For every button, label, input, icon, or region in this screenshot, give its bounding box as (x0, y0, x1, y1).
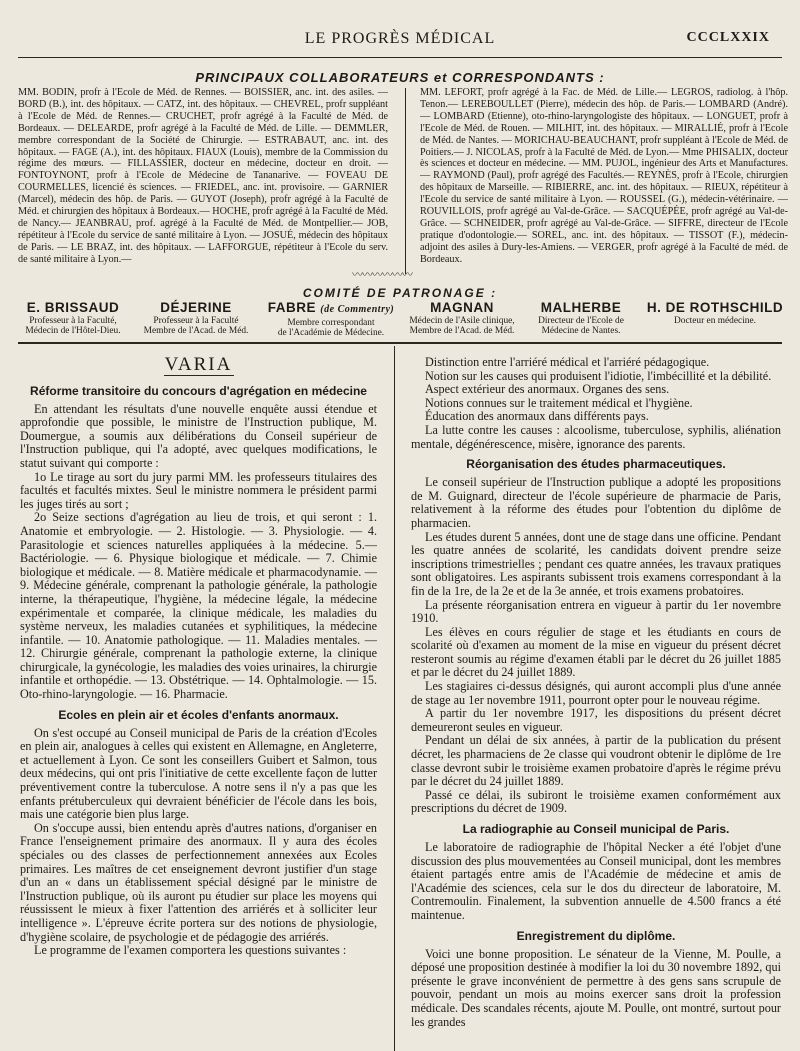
paragraph: Les élèves en cours régulier de stage et les étudiants en cours de scolarité où d'examen au moment de la mise en vigueur du présent décret resteront soumis au régime d'examen établi par le décret du 26 juillet 1885 et par le décret du 24 juillet 1889. (411, 624, 781, 680)
patron-title: Professeur à la Faculté (153, 316, 239, 326)
paragraph: Les études durent 5 années, dont une de stage dans une officine. Pendant les quatre années de scolarité, les candidats doivent prendre seize inscriptions trimestrielles ; pendant ces quatre années, les travaux pratiques sont obligatoires. Les aspirants subissent trois examens correspondant à la fin de la 1re, de la 2e et de la 3e année, et trois examens probatoires. (411, 529, 781, 598)
running-head (0, 30, 800, 56)
paragraph: On s'est occupé au Conseil municipal de Paris de la création d'Ecoles en plein air, analogues à celles qui existent en Allemagne, en Angleterre, et actuellement à Lyon. Ce sont les conseillers Guibert et Salmon, tous deux médecins, qui ont pris l'initiative de cette excellente façon de lutter préventivement contre la tuberculose. A notre sens il n'y a pas que les enfants prétuberculeux qui devraient bénéficier de l'école dans les bois, mais une catégorie bien plus large. (20, 725, 377, 822)
left-column (20, 356, 377, 958)
section-title: VARIA (20, 358, 377, 376)
comite-title: COMITÉ DE PATRONAGE : (302, 286, 498, 300)
comite-rule (18, 342, 782, 344)
collaborators-left-text: MM. BODIN, profr à l'Ecole de Méd. de Rennes. — BOISSIER, anc. int. des asiles. — BORD (B.), int. des hôpitaux. — CATZ, int. des hôpitaux. — CHEVREL, profr suppléant à l'Ecole de Méd. de Rennes.— CRUCHET, profr agrégé à la Faculté de Méd. de Bordeaux. — DELEARDE, profr agrégé à la Faculté de Méd. de Lille. — DEMMLER, membre correspondant de la Société de Chirurgie. — ESTRABAUT, anc. int. des hôpitaux. — FAGE (A.), int. des hôpitaux. FIAUX (Louis), membre de la Commission du régime des mœurs. — FILLASSIER, docteur en médecine, docteur en droit. — FONTOYNONT, profr à l'Ecole de Médecine de Tananarive. — FOVEAU DE COURMELLES, licencié ès sciences. — FRIEDEL, anc. int. provisoire. — GARNIER (Marcel), médecin des hôp. de Paris. — GUYOT (Joseph), profr agrégé à la Faculté de Méd. et chirurgien des hôpitaux à Bordeaux.— HOCHE, profr agrégé à la Faculté de Méd. de Nancy.— JEANBRAU, prof. agrégé à la Faculté de Méd. de Montpellier.— JOB, répétiteur à l'Ecole du service de santé militaire à Lyon. — JOSUÉ, médecin des hôpitaux de Paris. — LE BRAZ, int. des hôpitaux. — LAFFORGUE, répétiteur à l'Ecole du serv. de santé militaire à Lyon.— (18, 87, 388, 265)
patron-name (262, 300, 400, 318)
paragraph: On s'occupe aussi, bien entendu après d'autres nations, d'organiser en France l'enseignement primaire des anormaux. Il y aura des écoles spéciales ou des classes de perfectionnement annexées aux Ecoles primaires. Les maîtres de cet enseignement devront justifier d'un stage d'un an « dans un établissement spécial désigné par le ministre de l'Instruction publique, où ils auront pu étudier sur place les moyens qui réussissent le mieux à fixer l'attention des arriérés et à solliciter leur intelligence ». L'épreuve écrite portera sur des notions de physiologie, d'hygiène scolaire, de psychologie et de pédagogie des arriérés. (20, 820, 377, 944)
ornament-divider: 〰〰〰〰〰〰 (352, 268, 412, 281)
paragraph: Le conseil supérieur de l'Instruction publique a adopté les propositions de M. Guignard, directeur de l'école supérieure de pharmacie de Paris, relativement à la réforme des études pour l'obtention du diplôme de pharmacien. (411, 475, 781, 530)
collaborators-divider (405, 88, 406, 274)
paragraph: Le programme de l'examen comportera les questions suivantes : (34, 943, 347, 958)
paragraph: Aspect extérieur des anormaux. Organes des sens. (425, 382, 670, 397)
patron-name: DÉJERINE (160, 300, 232, 315)
patron-title: Membre correspondant (287, 318, 375, 328)
patron-fabre (262, 300, 400, 338)
collaborators-title: PRINCIPAUX COLLABORATEURS et CORRESPONDANTS : (195, 70, 605, 85)
patron-title: Professeur à la Faculté, (29, 316, 117, 326)
patron-name: E. BRISSAUD (26, 300, 120, 315)
article-heading: Enregistrement du diplôme. (516, 928, 676, 943)
patron-name-text: FABRE (267, 300, 317, 315)
patron-rothschild (640, 300, 790, 326)
article-heading: Réorganisation des études pharmaceutiques. (466, 457, 726, 472)
paragraph: Pendant un délai de six années, à partir de la publication du présent décret, les pharmaciens de 2e classe qui voudront obtenir le diplôme de 1re classe devront subir le troisième examen probatoire d'après le régime prévu par le décret du 24 juillet 1889. (411, 733, 781, 789)
patron-dejerine (132, 300, 260, 336)
paragraph: La lutte contre les causes : alcoolisme, tuberculose, syphilis, aliénation mentale, dégénérescence, misère, ignorance des parents. (411, 422, 781, 451)
paragraph: Passé ce délai, ils subiront le troisième examen conformément aux prescriptions du décret de 1909. (411, 787, 781, 816)
patron-name-suffix: (de Commentry) (320, 304, 395, 315)
paragraph: Les stagiaires ci-dessus désignés, qui auront accompli plus d'une année de stage au 1er novembre 1911, pourront opter pour le nouveau régime. (411, 679, 781, 707)
column-divider (394, 346, 395, 1051)
page-number: CCCLXXIX (686, 30, 770, 45)
right-column (411, 356, 781, 1029)
patron-title: Médecine de Nantes. (541, 326, 621, 336)
paragraph: En attendant les résultats d'une nouvelle enquête aussi étendue et approfondie que possible, le ministre de l'Instruction publique, M. Doumergue, a soumis aux délibérations du Conseil supérieur de l'Instruction publique, qui l'a adopté, avec quelques modifications, le statut suivant qui comporte : (20, 401, 377, 470)
paragraph: La présente réorganisation entrera en vigueur à partir du 1er novembre 1910. (411, 597, 781, 626)
patron-name: H. DE ROTHSCHILD (646, 300, 784, 315)
patron-name: MAGNAN (430, 300, 494, 315)
patron-title: de l'Académie de Médecine. (277, 328, 385, 338)
patron-title: Docteur en médecine. (674, 316, 756, 326)
article-heading: Réforme transitoire du concours d'agrégation en médecine (30, 383, 367, 398)
patron-magnan (402, 300, 522, 336)
article-heading: La radiographie au Conseil municipal de Paris. (462, 822, 730, 836)
patron-malherbe (526, 300, 636, 336)
paragraph: Notions connues sur le traitement médical et l'hygiène. (425, 395, 693, 410)
patron-title: Directeur de l'Ecole de (538, 316, 624, 326)
patron-title: Membre de l'Acad. de Méd. (409, 326, 515, 336)
paragraph: 2o Seize sections d'agrégation au lieu de trois, et qui seront : 1. Anatomie et embryologie. — 2. Histologie. — 3. Physiologie. — 4. Parasitologie et sciences naturelles appliquées à la médecine. 5.— Bactériologie. — 6. Physique biologique et médicale. — 7. Chimie biologique et médicale. — 8. Matière médicale et pharmacodynamie. — 9. Médecine générale, comprenant la pathologie générale, la pathologie interne, la thérapeutique, l'hygiène, la médecine légale, la médecine expérimentale et comparée, la clinique médicale, les maladies du système nerveux, les maladies cutanées et syphilitiques, la médecine infantile. — 10. Anatomie pathologique. — 11. Maladies mentales. — 12. Chirurgie générale, comprenant la pathologie externe, la clinique chirurgicale, la gynécologie, les maladies des voies urinaires, la chirurgie infantile et orthopédie. — 13. Obstétrique. — 14. Ophtalmologie. — 15. Oto-rhino-laryngologie. — 16. Pharmacie. (20, 510, 377, 702)
journal-title: LE PROGRÈS MÉDICAL (304, 30, 496, 47)
header-rule (18, 57, 782, 58)
paragraph: Voici une bonne proposition. Le sénateur de la Vienne, M. Poulle, a déposé une proposition destinée à modifier la loi du 30 novembre 1892, qui présente le grave inconvénient de permettre à des gens sans scrupule de pouvoir, pendant un mois au moins exercer sans droit la profession médicale. Des scandales récents, ajoute M. Poulle, ont montré, surtout pour les grandes (411, 946, 781, 1029)
patron-brissaud (14, 300, 132, 336)
patron-name: MALHERBE (540, 300, 622, 315)
paragraph: Notion sur les causes qui produisent l'idiotie, l'imbécillité et la débilité. (425, 368, 772, 383)
paragraph: Distinction entre l'arriéré médical et l'arriéré pédagogique. (425, 355, 710, 369)
paragraph: 1o Le tirage au sort du jury parmi MM. les professeurs titulaires des facultés et facultés mixtes. Seul le ministre nommera le président parmi les juges tirés au sort ; (20, 469, 377, 511)
paragraph: Éducation des anormaux dans différents pays. (425, 409, 649, 424)
article-heading: Ecoles en plein air et écoles d'enfants anormaux. (58, 707, 339, 722)
collaborators-right-text: MM. LEFORT, profr agrégé à la Fac. de Méd. de Lille.— LEGROS, radiolog. à l'hôp. Tenon.— LEREBOULLET (Pierre), médecin des hôp. de Paris.— LOMBARD (André). — LOMBARD (Etienne), oto-rhino-laryngologiste des hôpitaux. — LONGUET, profr à l'Ecole de Méd. de Rouen. — MILHIT, int. des hôpitaux. — MIRALLIÉ, profr à l'Ecole de Méd. de Nantes. — MORICHAU-BEAUCHANT, profr suppléant à l'Ecole de Méd. de Poitiers.— J. NICOLAS, profr à la Faculté de Méd. de Lyon.— Mme PHISALIX, docteur ès sciences et docteur en médecine. — MM. PUJOL, ingénieur des Arts et Manufactures. — RAYMOND (Paul), profr agrégé des Facultés.— REYNÈS, profr à l'Ecole, chirurgien des hôpitaux de Marseille. — RIBIERRE, anc. int. des hôpitaux. — RIEUX, répétiteur à l'Ecole du service de santé militaire à Lyon. — ROUSSEL (G.), médecin-vétérinaire. — ROUVILLOIS, profr agrégé au Val-de-Grâce. — SACQUÉPÉE, profr agrégé au Val-de-Grâce. — SCHNEIDER, profr agrégé au Val-de-Grâce. — SIFFRE, directeur de l'Ecole pratique d'odontologie.— SOREL, anc. int. des hôpitaux. — TISSOT (F.), médecin-adjoint des asiles à Dury-les-Amiens. — VERGER, profr agrégé à la Faculté de méd. de Bordeaux. (420, 87, 788, 265)
paragraph: Le laboratoire de radiographie de l'hôpital Necker a été l'objet d'une discussion des plus mouvementées au Conseil municipal, dont les membres étaient partagés entre amis de l'Académie de médecine et amis de l'Académie des sciences, cela sur le dos du directeur de laboratoire, M. Contremoulin. Finalement, la subvention annuelle de 4.500 francs a été maintenue. (411, 840, 781, 922)
paragraph: A partir du 1er novembre 1917, les dispositions du présent décret demeureront seules en vigueur. (411, 706, 781, 734)
patron-title: Membre de l'Acad. de Méd. (143, 326, 249, 336)
patron-title: Médecin de l'Asile clinique, (409, 316, 515, 326)
patron-title: Médecin de l'Hôtel-Dieu. (25, 326, 121, 336)
